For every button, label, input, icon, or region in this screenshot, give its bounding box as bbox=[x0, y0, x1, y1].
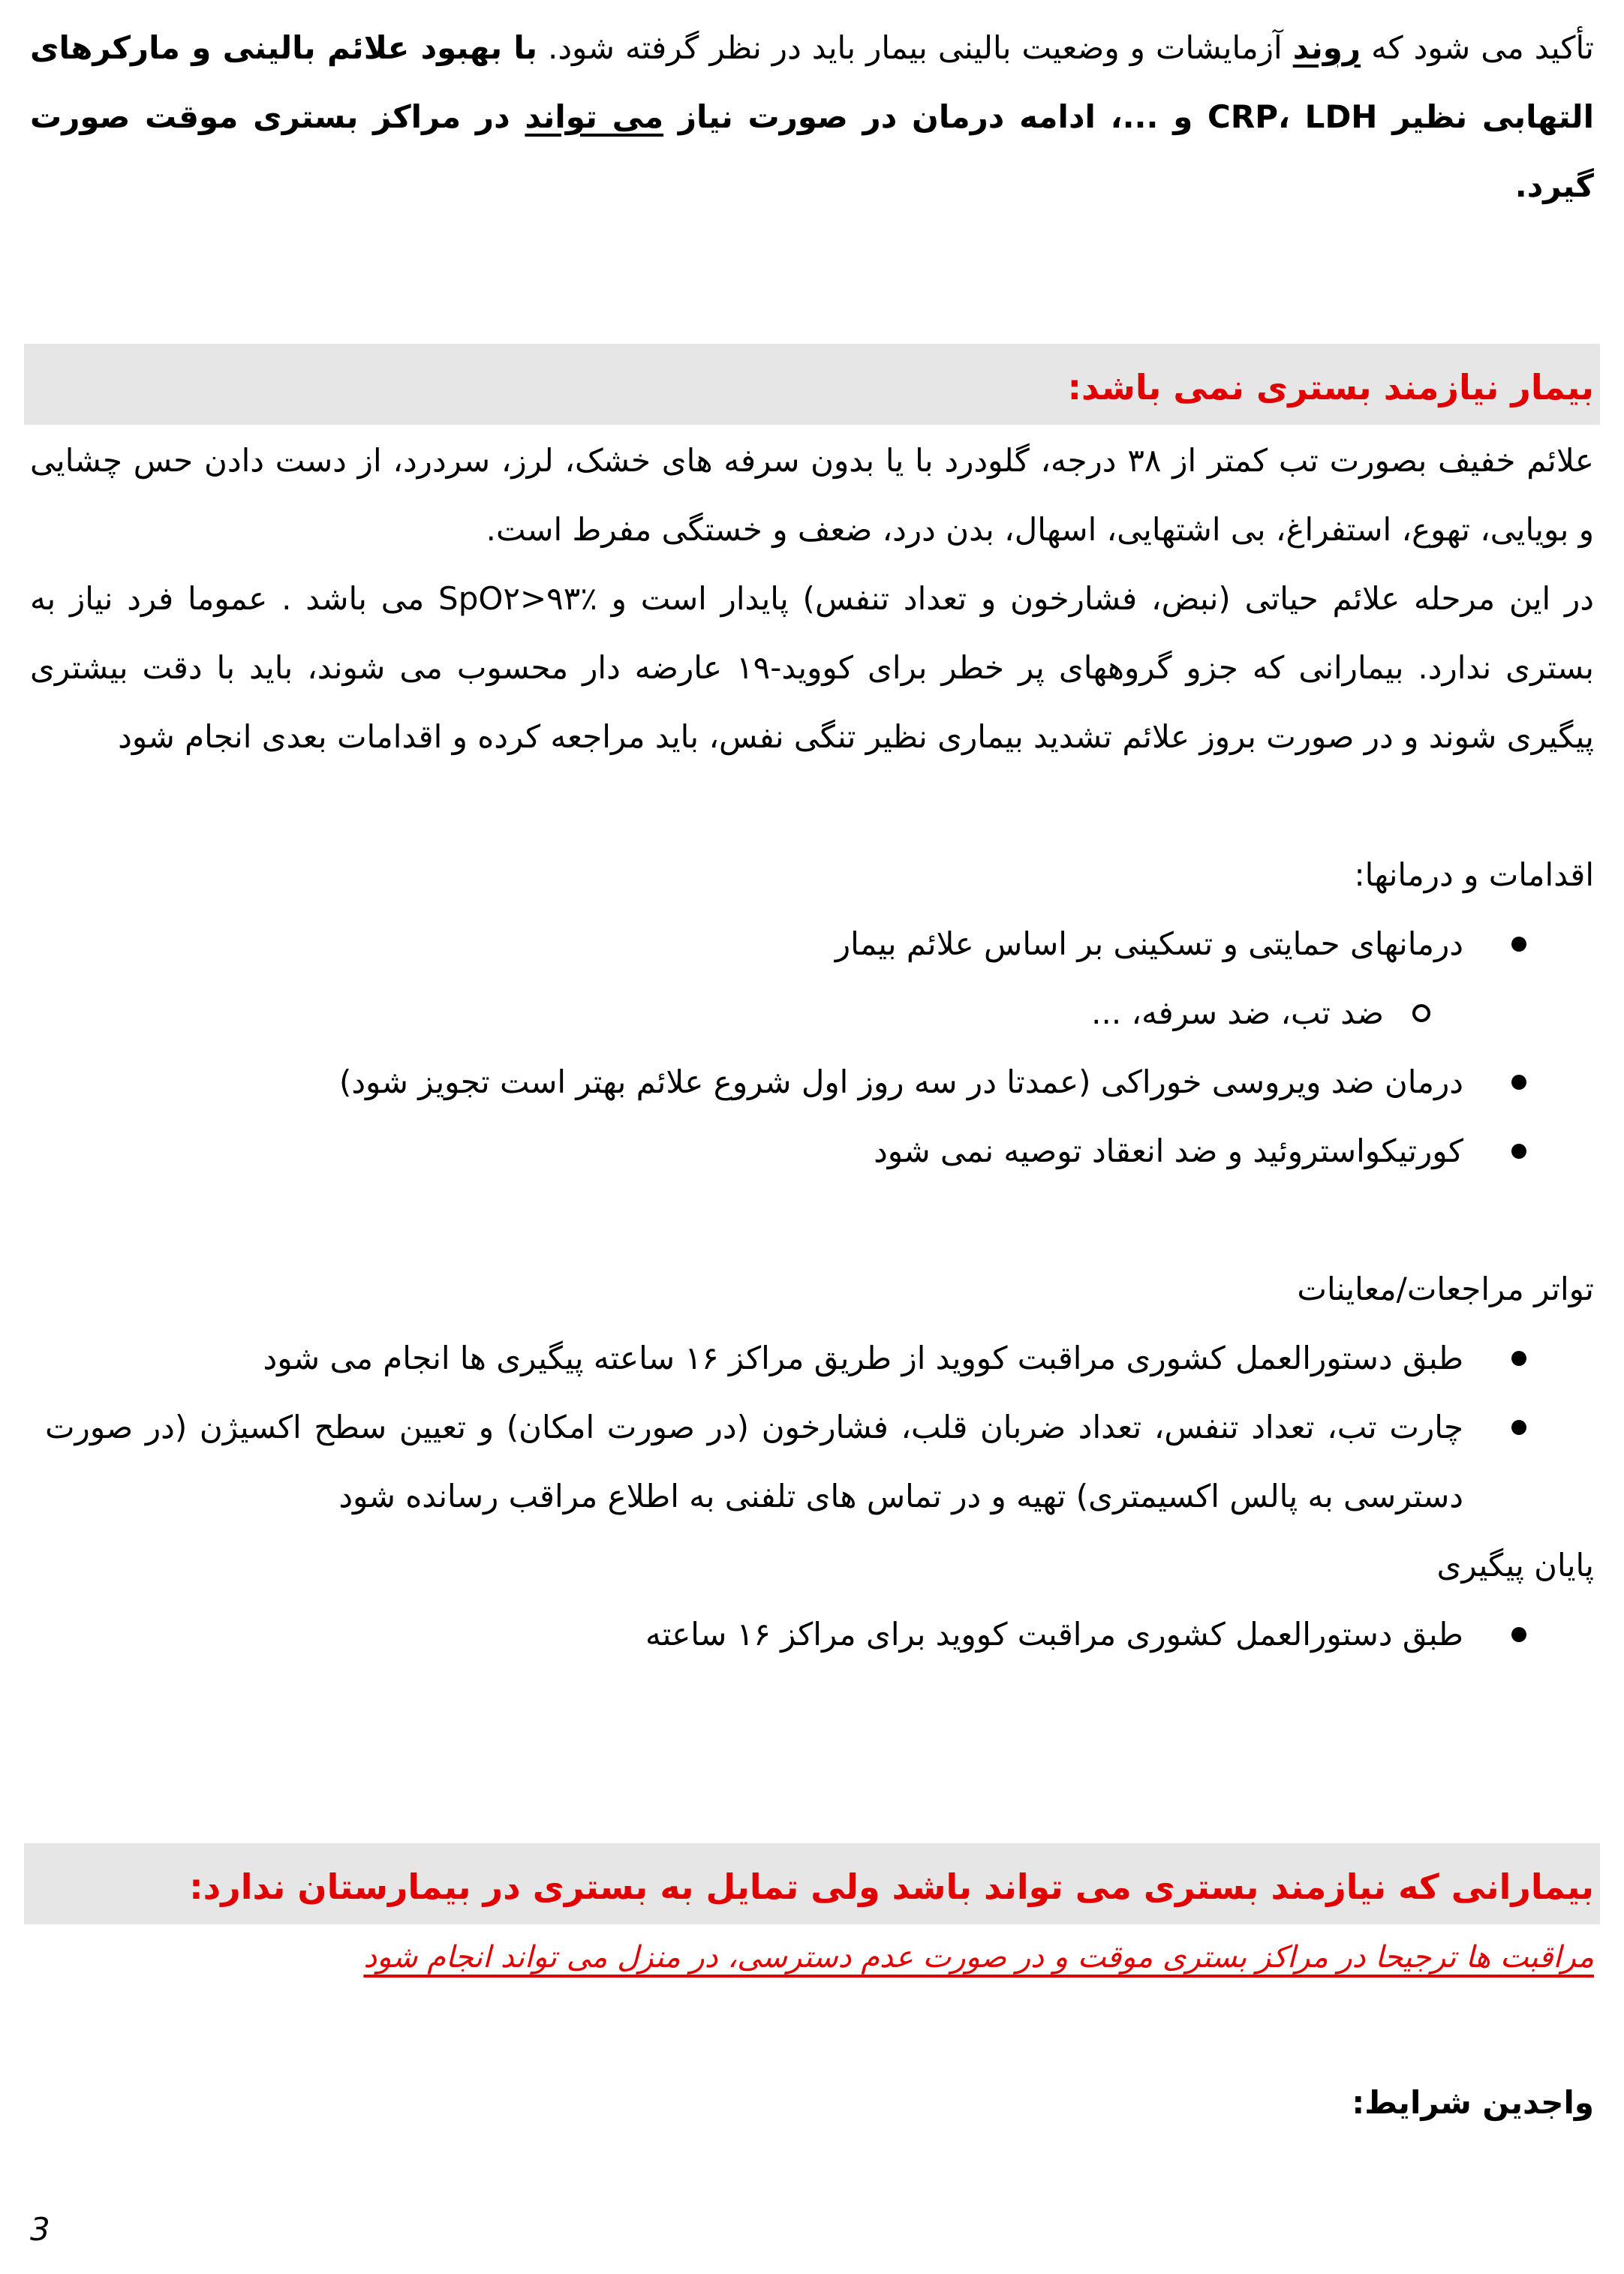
intro-paragraph bbox=[30, 14, 1594, 221]
stage-paragraph: در این مرحله علائم حیاتی (نبض، فشارخون و تعداد تنفس) پایدار است و SpO۲>۹۳٪ می باشد . عموما فرد نیاز به بستری ندارد. بیمارانی که جزو گروههای پر خطر برای کووید-۱۹ عارضه دار محسوب می شوند، باید با دقت بیشتری پیگیری شوند و در صورت بروز علائم تشدید بیماری نظیر تنگی نفس، باید مراجعه کرده و اقدامات بعدی انجام شود bbox=[30, 580, 1594, 755]
bullet-icon bbox=[1511, 1075, 1526, 1090]
criteria-title: واجدین شرایط: bbox=[1352, 2084, 1594, 2121]
end-item: طبق دستورالعمل کشوری مراقبت کووید برای مراکز ۱۶ ساعته bbox=[645, 1616, 1463, 1653]
action-item: کورتیکواستروئید و ضد انعقاد توصیه نمی شود bbox=[874, 1132, 1463, 1169]
bullet-icon bbox=[1511, 1420, 1526, 1435]
intro-text-1: تأکید می شود که bbox=[1361, 29, 1594, 66]
action-subitem: ضد تب، ضد سرفه، ... bbox=[1091, 994, 1384, 1031]
intro-text-2: آزمایشات و وضعیت بالینی بیمار باید در نظر گرفته شود. bbox=[537, 29, 1293, 66]
symptoms-paragraph: علائم خفیف بصورت تب کمتر از ۳۸ درجه، گلودرد با یا بدون سرفه های خشک، لرز، سردرد، از دست دادن حس چشایی و بویایی، تهوع، استفراغ، بی اشتهایی، اسهال، بدن درد، ضعف و خستگی مفرط است. bbox=[30, 442, 1594, 548]
frequency-title: تواتر مراجعات/معاینات bbox=[1297, 1271, 1594, 1307]
page-number: 3 bbox=[30, 2211, 50, 2248]
action-item: درمان ضد ویروسی خوراکی (عمدتا در سه روز اول شروع علائم بهتر است تجویز شود) bbox=[338, 1063, 1463, 1100]
action-item: درمانهای حمایتی و تسکینی بر اساس علائم بیمار bbox=[835, 925, 1463, 962]
bullet-icon bbox=[1511, 1351, 1526, 1366]
frequency-item: چارت تب، تعداد تنفس، تعداد ضربان قلب، فشارخون (در صورت امکان) و تعیین سطح اکسیژن (در صورت دسترسی به پالس اکسیمتری) تهیه و در تماس های تلفنی به اطلاع مراقب رسانده شود bbox=[45, 1409, 1463, 1514]
section-heading-no-admission: بیمار نیازمند بستری نمی باشد: bbox=[1067, 367, 1594, 408]
frequency-item: طبق دستورالعمل کشوری مراقبت کووید از طریق مراکز ۱۶ ساعته پیگیری ها انجام می شود bbox=[263, 1340, 1463, 1376]
intro-text-3: با بهبود علائم بالینی و مارکرهای التهابی نظیر CRP، LDH و ...، ادامه درمان در صورت نیاز bbox=[30, 29, 1594, 135]
intro-text-4: در مراکز بستری موقت صورت گیرد. bbox=[30, 98, 1594, 204]
actions-title: اقدامات و درمانها: bbox=[1354, 856, 1594, 893]
bullet-icon bbox=[1511, 1627, 1526, 1642]
care-note: مراقبت ها ترجیحا در مراکز بستری موقت و در صورت عدم دسترسی، در منزل می تواند انجام شود bbox=[363, 1940, 1594, 1975]
intro-emphasis-can: می تواند bbox=[525, 98, 664, 135]
bullet-icon bbox=[1511, 1144, 1526, 1159]
section-heading-refuses-admission: بیمارانی که نیازمند بستری می تواند باشد ولی تمایل به بستری در بیمارستان ندارد: bbox=[189, 1866, 1594, 1907]
sub-bullet-icon bbox=[1412, 1004, 1430, 1022]
intro-emphasis-trend: روند bbox=[1292, 29, 1361, 66]
bullet-icon bbox=[1511, 937, 1526, 952]
end-title: پایان پیگیری bbox=[1436, 1547, 1594, 1584]
